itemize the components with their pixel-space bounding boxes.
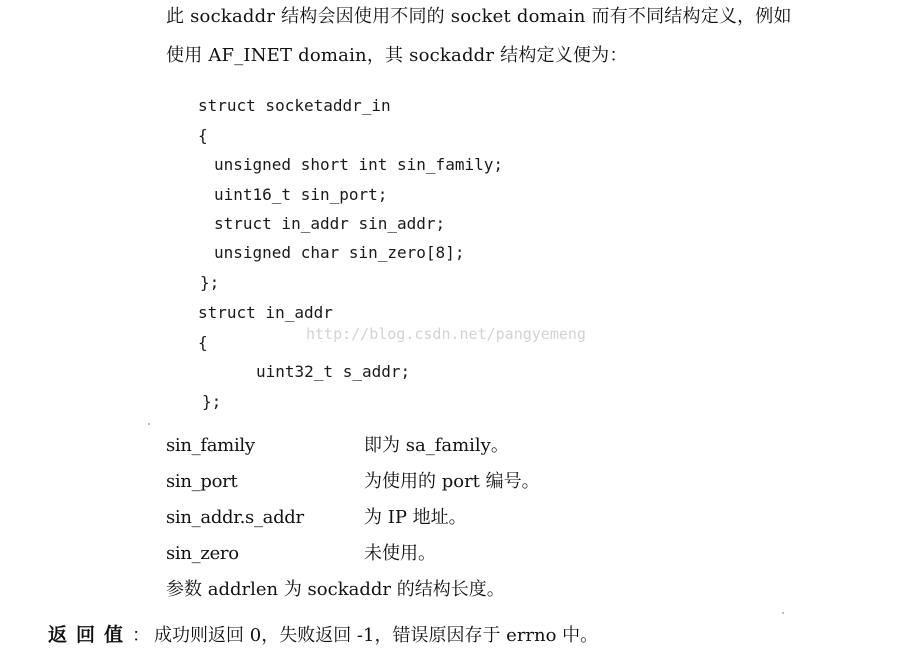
addrlen-note: 参数 addrlen 为 sockaddr 的结构长度。 — [166, 579, 505, 600]
code-line: { — [198, 126, 208, 145]
return-value-section — [48, 620, 598, 650]
field-name: sin_family — [166, 435, 255, 456]
return-value-text: 成功则返回 0，失败返回 -1，错误原因存于 errno 中。 — [154, 625, 599, 646]
code-line: struct in_addr — [198, 303, 333, 322]
field-name: sin_zero — [166, 543, 239, 564]
code-line: }; — [202, 392, 222, 411]
code-line: unsigned char sin_zero[8]; — [214, 243, 465, 262]
code-line: uint32_t s_addr; — [256, 362, 411, 381]
field-desc: 为 IP 地址。 — [364, 507, 467, 528]
field-row-sin-port — [166, 468, 726, 496]
code-line: { — [198, 333, 208, 352]
field-desc: 未使用。 — [364, 543, 436, 564]
field-desc: 即为 sa_family。 — [364, 435, 509, 456]
code-line: struct in_addr sin_addr; — [214, 214, 446, 233]
return-value-label: 返回值 — [48, 624, 133, 646]
scan-speck — [148, 423, 150, 425]
watermark-url: http://blog.csdn.net/pangyemeng — [306, 325, 586, 343]
field-row-sin-family — [166, 432, 726, 460]
return-value-colon: ： — [132, 625, 151, 646]
intro-line-2: 使用 AF_INET domain，其 sockaddr 结构定义便为： — [166, 45, 628, 66]
field-name: sin_addr.s_addr — [166, 507, 304, 528]
code-line: }; — [200, 273, 220, 292]
scan-speck — [782, 612, 784, 614]
field-name: sin_port — [166, 471, 238, 492]
field-row-sin-zero — [166, 540, 726, 568]
code-line: uint16_t sin_port; — [214, 185, 388, 204]
field-row-sin-addr — [166, 504, 726, 532]
intro-line-1: 此 sockaddr 结构会因使用不同的 socket domain 而有不同结构定义，例如 — [166, 6, 792, 27]
code-line: unsigned short int sin_family; — [214, 155, 503, 174]
field-desc: 为使用的 port 编号。 — [364, 471, 540, 492]
code-line: struct socketaddr_in — [198, 96, 391, 115]
